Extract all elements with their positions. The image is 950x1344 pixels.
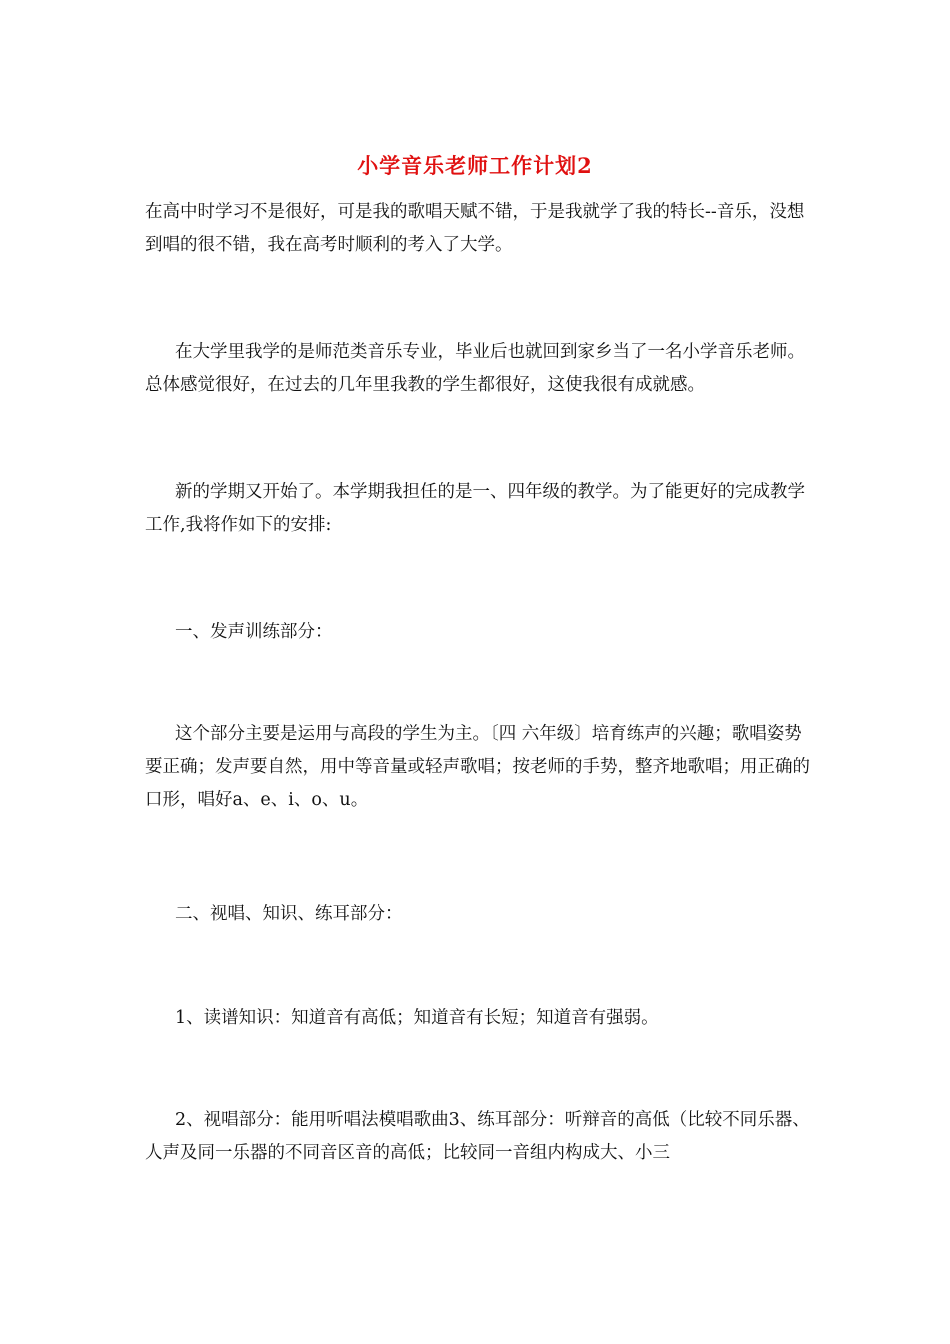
paragraph-1: 在高中时学习不是很好，可是我的歌唱天赋不错，于是我就学了我的特长--音乐，没想到唱的很不错，我在高考时顺利的考入了大学。 (145, 202, 805, 255)
paragraph-5: 1、读谱知识：知道音有高低；知道音有长短；知道音有强弱。 (175, 1008, 659, 1028)
section-heading-2: 二、视唱、知识、练耳部分： (175, 904, 403, 924)
paragraph-4: 这个部分主要是运用与高段的学生为主。〔四 六年级〕培育练声的兴趣；歌唱姿势要正确；发声要自然，用中等音量或轻声歌唱；按老师的手势，整齐地歌唱；用正确的口形，唱好a、e、i、o、u。 (145, 724, 810, 810)
paragraph-2: 在大学里我学的是师范类音乐专业，毕业后也就回到家乡当了一名小学音乐老师。总体感觉很好，在过去的几年里我教的学生都很好，这使我很有成就感。 (145, 342, 805, 395)
document-title: 小学音乐老师工作计划2 (357, 153, 593, 178)
paragraph-3: 新的学期又开始了。本学期我担任的是一、四年级的教学。为了能更好的完成教学工作,我将作如下的安排: (145, 482, 805, 535)
section-heading-1: 一、发声训练部分： (175, 622, 333, 642)
paragraph-6: 2、视唱部分：能用听唱法模唱歌曲3、练耳部分：听辩音的高低（比较不同乐器、人声及同一乐器的不同音区音的高低；比较同一音组内构成大、小三 (145, 1110, 810, 1163)
